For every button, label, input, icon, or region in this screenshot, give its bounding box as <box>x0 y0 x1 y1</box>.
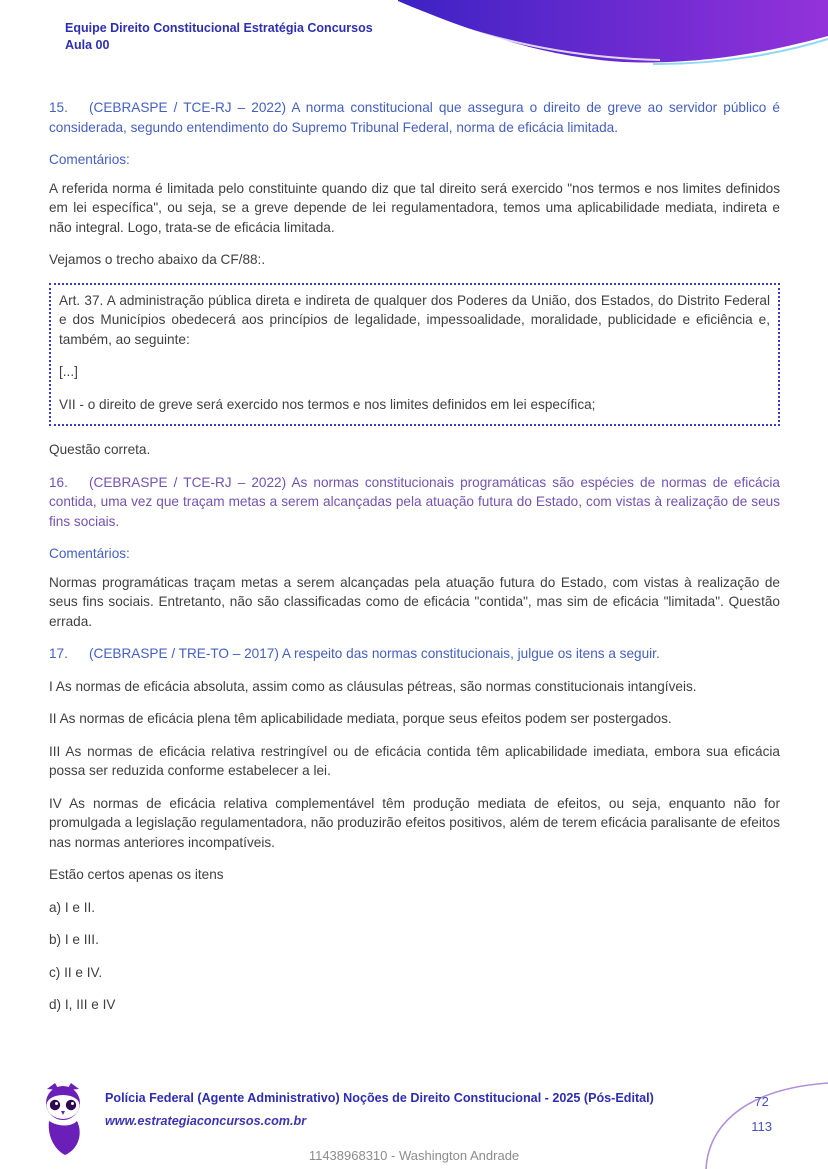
header-text-block <box>65 20 373 54</box>
footer-text-block <box>105 1091 665 1128</box>
law-article-37: Art. 37. A administração pública direta e indireta de qualquer dos Poderes da União, dos Estados, do Distrito Federal e dos Municípios obedecerá aos princípios de legalidade, impessoalidade, moralidade, publicidade e eficiência e, também, ao seguinte: <box>59 292 770 347</box>
page-number-block <box>751 1089 772 1139</box>
question-16-statement: 16. (CEBRASPE / TCE-RJ – 2022) As normas constitucionais programáticas são espécies de normas de eficácia contida, uma vez que traçam metas a serem alcançadas pela atuação futura do Estado, com vistas à realização de seus fins sociais. <box>49 474 780 529</box>
law-item-vii: VII - o direito de greve será exercido nos termos e nos limites definidos em lei específica; <box>59 396 596 412</box>
question-16-number: 16. <box>49 474 68 490</box>
question-15-statement: 15. (CEBRASPE / TCE-RJ – 2022) A norma constitucional que assegura o direito de greve ao servidor público é considerada, segundo entendimento do Supremo Tribunal Federal, norma de eficácia limitada. <box>49 100 780 135</box>
question-17-option-a: a) I e II. <box>49 899 96 915</box>
question-15-comments-label: Comentários: <box>49 152 130 167</box>
question-17-item-1: I As normas de eficácia absoluta, assim como as cláusulas pétreas, são normas constitucionais intangíveis. <box>49 678 697 694</box>
header-wave-graphic <box>398 0 828 70</box>
question-17-number: 17. <box>49 646 68 661</box>
question-15-verdict: Questão correta. <box>49 442 151 457</box>
law-excerpt-intro: Vejamos o trecho abaixo da CF/88:. <box>49 252 266 267</box>
page-number-total: 113 <box>751 1119 772 1134</box>
question-17-option-d: d) I, III e IV <box>49 997 116 1012</box>
question-17-item-4: IV As normas de eficácia relativa complementável têm produção mediata de efeitos, ou seja, enquanto não for promulgada a legislação regulamentadora, não produzirão efeitos positivos, além de terem eficácia paralisante de efeitos nas normas anteriores incompatíveis. <box>49 795 780 850</box>
user-watermark: 11438968310 - Washington Andrade <box>308 1148 520 1163</box>
question-17-prompt: Estão certos apenas os itens <box>49 867 224 882</box>
question-17-option-b: b) I e III. <box>49 932 99 947</box>
question-17-item-3: III As normas de eficácia relativa restringível ou de eficácia contida têm aplicabilidade imediata, embora sua eficácia possa ser reduzida conforme estabelecer a lei. <box>49 743 780 778</box>
question-16-comment: Normas programáticas traçam metas a serem alcançadas pela atuação futura do Estado, com vistas à realização de seus fins sociais. Entretanto, não são classificadas como de eficácia "contida", mas sim de eficácia "limitada". Questão errada. <box>49 574 780 629</box>
page-header <box>0 0 828 92</box>
question-15-number: 15. <box>49 100 68 115</box>
question-17-option-c: c) II e IV. <box>49 964 103 980</box>
footer-course-title: Polícia Federal (Agente Administrativo) Noções de Direito Constitucional - 2025 (Pós-Edital) <box>105 1091 654 1105</box>
estrategia-owl-logo <box>33 1081 93 1155</box>
question-15-comment: A referida norma é limitada pelo constituinte quando diz que tal direito será exercido "nos termos e nos limites definidos em lei específica", ou seja, se a greve depende de lei regulamentadora, temos uma aplicabilidade mediata, indireta e não integral. Logo, trata-se de eficácia limitada. <box>49 180 780 235</box>
page-footer <box>0 1077 828 1169</box>
header-team-title: Equipe Direito Constitucional Estratégia Concursos <box>65 21 373 35</box>
header-lesson-label: Aula 00 <box>65 38 110 52</box>
question-17-statement: 17. (CEBRASPE / TRE-TO – 2017) A respeito das normas constitucionais, julgue os itens a seguir. <box>49 644 780 664</box>
question-17-item-2: II As normas de eficácia plena têm aplicabilidade mediata, porque seus efeitos podem ser postergados. <box>49 711 672 726</box>
document-body <box>0 92 828 1015</box>
question-16-comments-label: Comentários: <box>49 546 130 561</box>
law-excerpt-box <box>49 283 780 427</box>
law-ellipsis: [...] <box>59 364 78 379</box>
footer-website-link[interactable]: www.estrategiaconcursos.com.br <box>105 1114 307 1128</box>
page-number-current: 72 <box>754 1094 769 1109</box>
